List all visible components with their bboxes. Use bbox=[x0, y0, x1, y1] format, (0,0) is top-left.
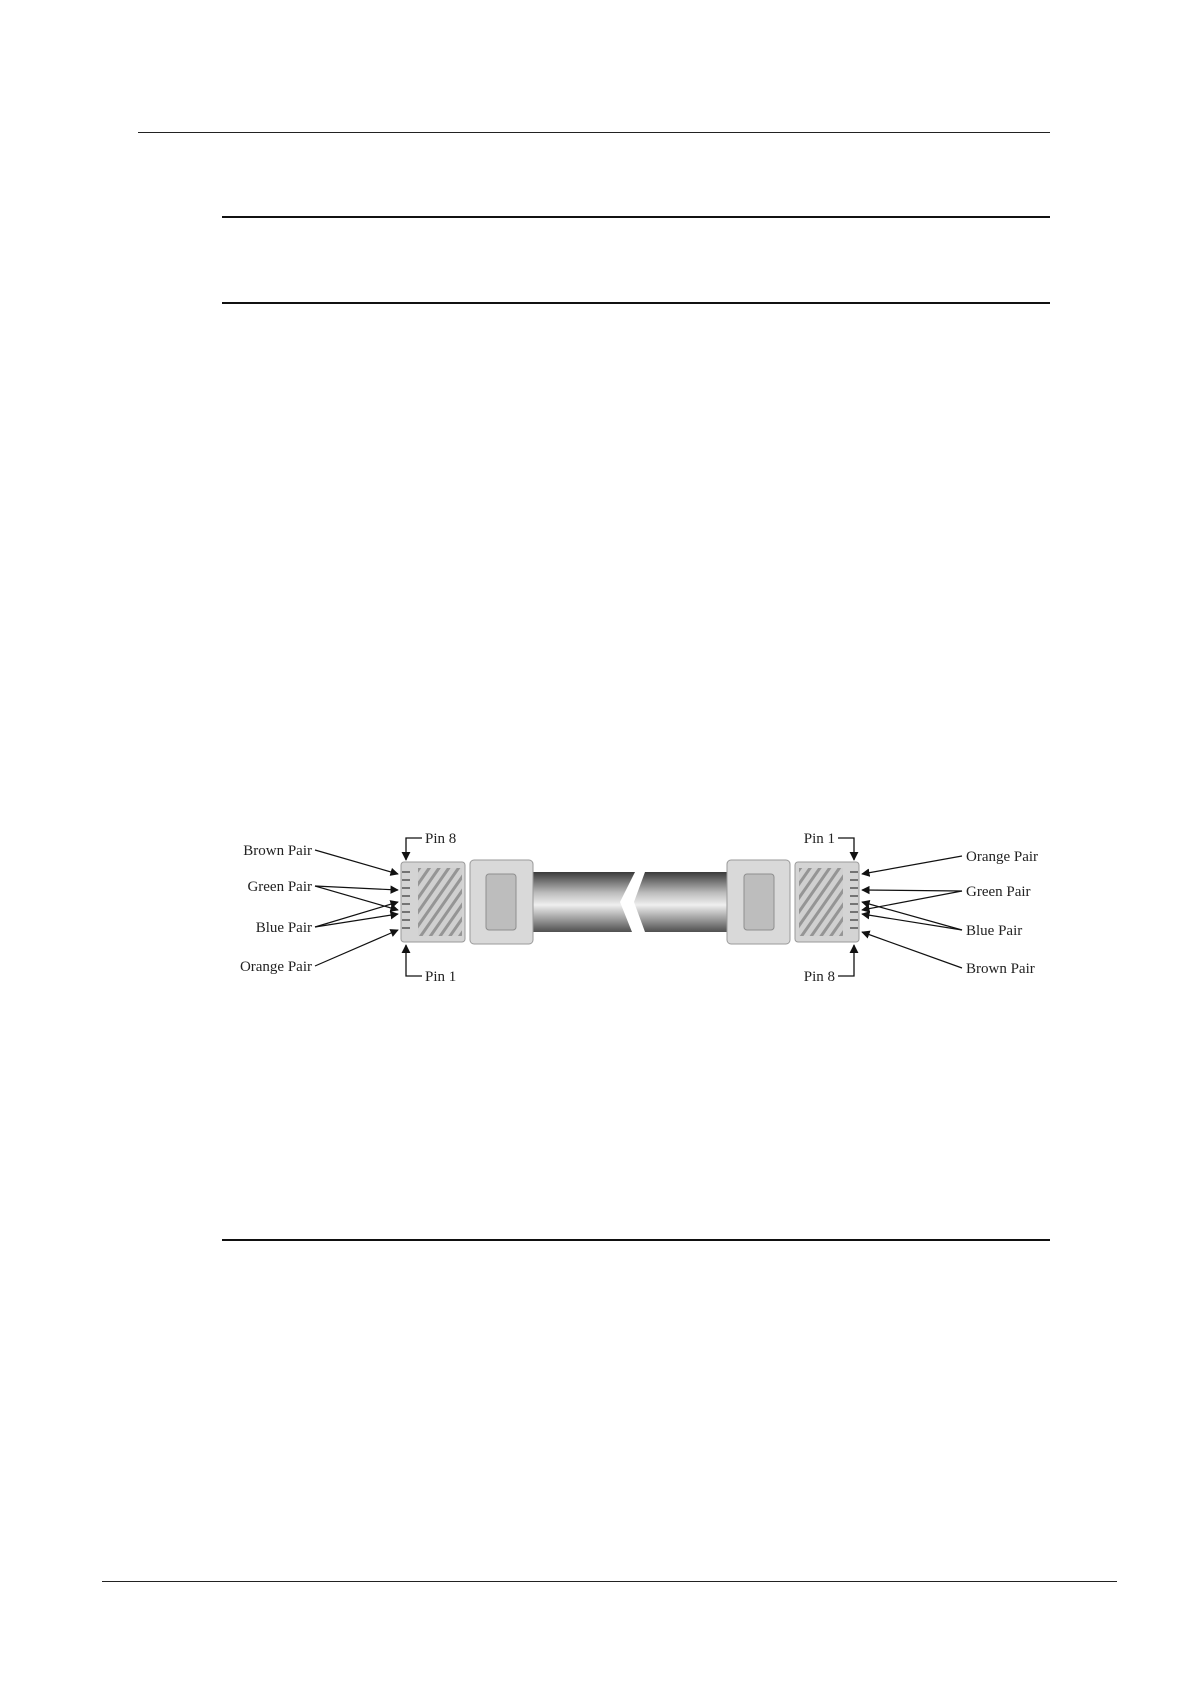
left-pin1-leader bbox=[406, 945, 422, 976]
left-blue-arrow-b bbox=[315, 914, 398, 927]
right-pair-arrows bbox=[862, 856, 962, 968]
left-brown-arrow bbox=[315, 850, 398, 874]
left-pin8-label: Pin 8 bbox=[425, 831, 457, 847]
right-boot-window bbox=[744, 874, 774, 930]
right-green-arrow-b bbox=[862, 891, 962, 910]
left-pair-arrows bbox=[315, 850, 398, 966]
right-label-blue-pair: Blue Pair bbox=[966, 923, 1023, 939]
left-boot-window bbox=[486, 874, 516, 930]
left-label-blue-pair: Blue Pair bbox=[255, 920, 312, 936]
left-pin1-label: Pin 1 bbox=[425, 969, 457, 985]
left-label-brown-pair: Brown Pair bbox=[243, 843, 312, 859]
left-wire-area bbox=[418, 868, 462, 936]
right-pin1-leader bbox=[838, 838, 854, 860]
left-orange-arrow bbox=[315, 930, 398, 966]
cable-left-segment bbox=[530, 872, 635, 932]
left-connector bbox=[401, 860, 533, 944]
right-pin8-leader bbox=[838, 945, 854, 976]
left-label-orange-pair: Orange Pair bbox=[239, 959, 312, 975]
left-pin8-leader bbox=[406, 838, 422, 860]
right-green-arrow-a bbox=[862, 890, 962, 891]
right-pin1-label: Pin 1 bbox=[803, 831, 835, 847]
cable-right-segment bbox=[634, 872, 730, 932]
left-label-green-pair: Green Pair bbox=[247, 879, 312, 895]
left-blue-arrow-a bbox=[315, 902, 398, 927]
right-label-brown-pair: Brown Pair bbox=[966, 961, 1035, 977]
right-label-orange-pair: Orange Pair bbox=[966, 849, 1039, 865]
right-pin8-label: Pin 8 bbox=[803, 969, 835, 985]
right-wire-area bbox=[799, 868, 843, 936]
right-orange-arrow bbox=[862, 856, 962, 874]
right-connector bbox=[727, 860, 859, 944]
right-brown-arrow bbox=[862, 932, 962, 968]
cable bbox=[530, 872, 730, 932]
right-label-green-pair: Green Pair bbox=[966, 884, 1031, 900]
